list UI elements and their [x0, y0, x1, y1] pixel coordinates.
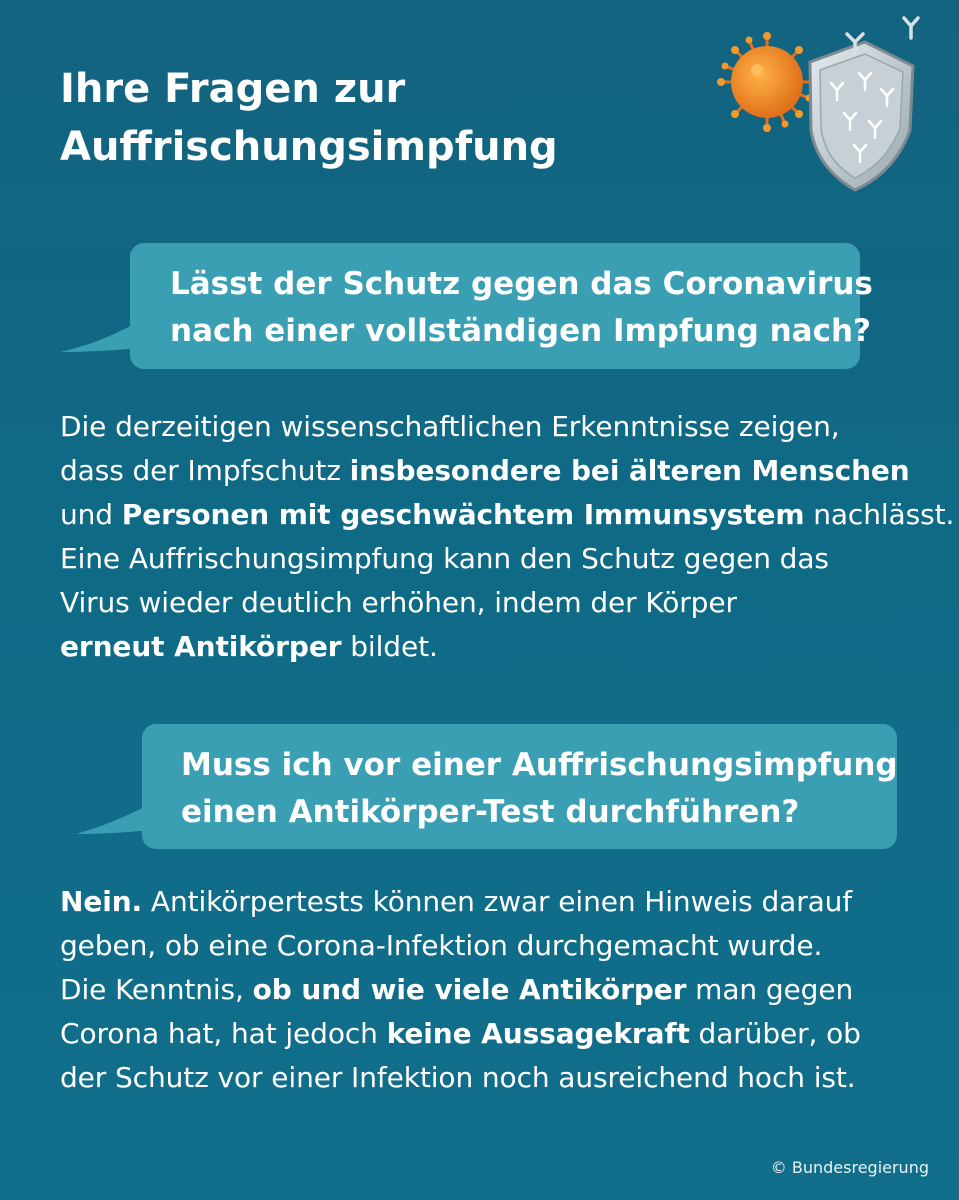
answer-2-line	[60, 968, 861, 1012]
answer-2-paragraph	[60, 880, 861, 1100]
answer-2-text: geben, ob eine Corona-Infektion durchgemacht wurde.	[60, 929, 823, 962]
page-title	[60, 60, 680, 176]
title-line-2: Auffrischungsimpfung	[60, 124, 558, 170]
copyright-notice: © Bundesregierung	[770, 1158, 929, 1177]
answer-2-line	[60, 1056, 861, 1100]
question-1-line-1: Lässt der Schutz gegen das Coronavirus	[170, 266, 873, 302]
answer-1-text: bildet.	[341, 630, 438, 663]
answer-1-emphasis: insbesondere bei älteren Menschen	[349, 454, 910, 487]
answer-1-emphasis: Personen mit geschwächtem Immunsystem	[121, 498, 805, 531]
answer-1-text: und	[60, 498, 122, 531]
answer-1-text: nachlässt.	[804, 498, 955, 531]
answer-1-emphasis: erneut Antikörper	[60, 630, 342, 663]
question-2-line-1: Muss ich vor einer Auffrischungsimpfung	[181, 747, 898, 783]
speech-bubble-tail-1	[58, 318, 138, 358]
answer-2-emphasis: ob und wie viele Antikörper	[252, 973, 687, 1006]
answer-1-line	[60, 449, 954, 493]
answer-1-line	[60, 537, 954, 581]
answer-1-line	[60, 405, 954, 449]
question-2-line-2: einen Antikörper-Test durchführen?	[181, 794, 800, 830]
answer-2-text: Die Kenntnis,	[60, 973, 253, 1006]
answer-1-line	[60, 493, 954, 537]
answer-2-emphasis: Nein.	[60, 885, 143, 918]
answer-1-paragraph	[60, 405, 954, 669]
answer-1-text: Virus wieder deutlich erhöhen, indem der Körper	[60, 586, 737, 619]
title-line-1: Ihre Fragen zur	[60, 66, 406, 112]
answer-1-text: Die derzeitigen wissenschaftlichen Erkenntnisse zeigen,	[60, 410, 840, 443]
answer-2-emphasis: keine Aussagekraft	[386, 1017, 690, 1050]
answer-2-line	[60, 880, 861, 924]
answer-2-line	[60, 924, 861, 968]
answer-1-text: dass der Impfschutz	[60, 454, 350, 487]
answer-1-line	[60, 581, 954, 625]
answer-2-text: darüber, ob	[689, 1017, 861, 1050]
question-1-line-2: nach einer vollständigen Impfung nach?	[170, 313, 872, 349]
virus-shield-illustration	[715, 10, 940, 195]
antibody-shield-icon	[810, 18, 918, 190]
answer-2-text: Antikörpertests können zwar einen Hinweis darauf	[142, 885, 853, 918]
speech-bubble-tail-2	[74, 800, 150, 840]
coronavirus-icon	[717, 32, 817, 132]
answer-2-text: Corona hat, hat jedoch	[60, 1017, 387, 1050]
answer-2-text: man gegen	[686, 973, 854, 1006]
question-bubble-1	[130, 243, 873, 369]
answer-2-text: der Schutz vor einer Infektion noch ausreichend hoch ist.	[60, 1061, 856, 1094]
question-bubble-2	[142, 724, 897, 849]
answer-2-line	[60, 1012, 861, 1056]
answer-1-text: Eine Auffrischungsimpfung kann den Schutz gegen das	[60, 542, 829, 575]
answer-1-line	[60, 625, 954, 669]
